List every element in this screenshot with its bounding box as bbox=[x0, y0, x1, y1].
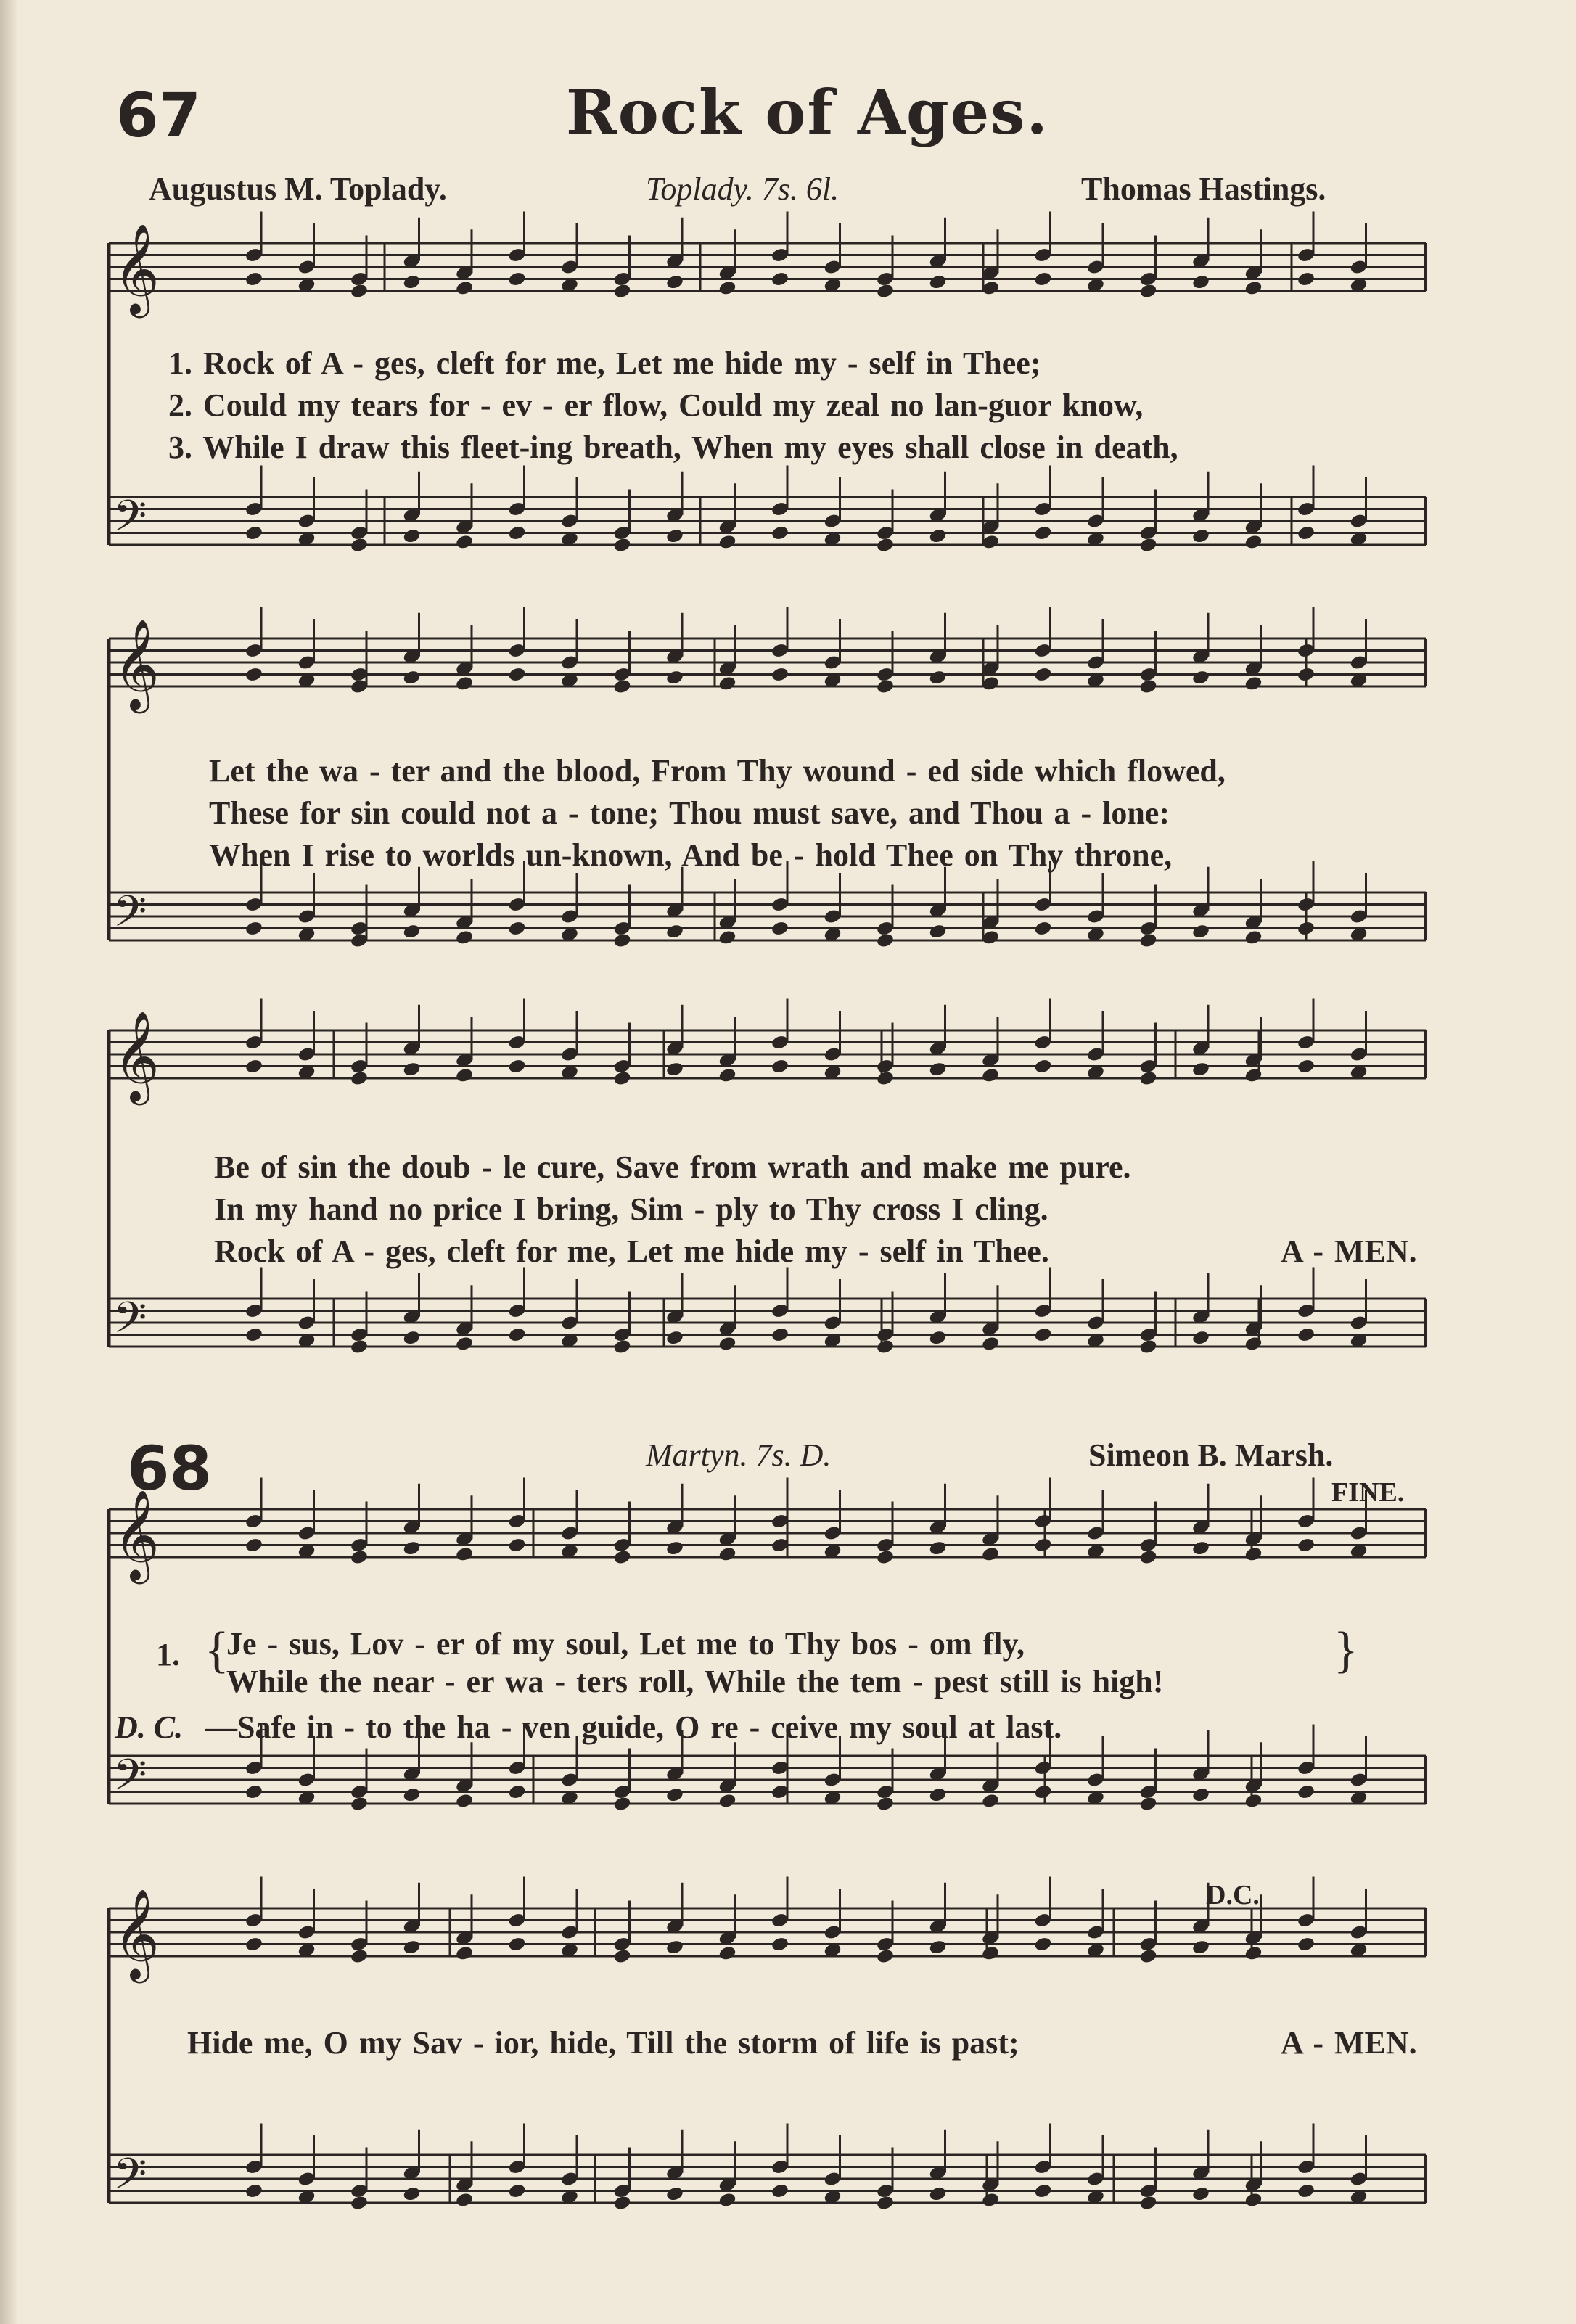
h67-s1-treble-treble-clef: 𝄞 bbox=[113, 223, 160, 314]
h68-s1-treble-note bbox=[928, 1540, 947, 1556]
h67-s2-treble-note bbox=[402, 669, 421, 686]
verse-number: 1. bbox=[156, 1637, 180, 1672]
h67-s2-bass-bass-clef: 𝄢 bbox=[113, 886, 147, 947]
h67-s1-bass-note bbox=[665, 527, 684, 544]
h68-s2-bass-note bbox=[507, 2183, 526, 2199]
h67-s2-treble-note bbox=[1191, 669, 1210, 686]
amen-label: A - MEN. bbox=[1281, 1233, 1417, 1269]
hymn68-composer: Simeon B. Marsh. bbox=[1088, 1437, 1334, 1473]
h67-s3-bass-note bbox=[665, 1329, 684, 1346]
h67-s2-bass-note bbox=[612, 932, 631, 949]
lyric-line: Let the wa - ter and the blood, From Thy wound - ed side which flowed, bbox=[209, 753, 1226, 789]
h67-s2-treble-note bbox=[928, 669, 947, 686]
h68-s1-treble-treble-clef: 𝄞 bbox=[113, 1490, 160, 1580]
lyric-line: Hide me, O my Sav - ior, hide, Till the storm of life is past; bbox=[187, 2025, 1019, 2061]
h67-s1-bass-note bbox=[1297, 525, 1316, 541]
h67-s2-treble-note bbox=[612, 678, 631, 695]
lyric-line: While the near - er wa - ters roll, While the tem - pest still is high! bbox=[226, 1664, 1164, 1699]
h68-s2-bass-note bbox=[1033, 2183, 1052, 2199]
h68-s2-bass-note bbox=[350, 2195, 369, 2212]
h67-s2-treble-note bbox=[1297, 666, 1316, 683]
h67-s3-bass-note bbox=[876, 1339, 895, 1355]
h68-s1-treble-note bbox=[1138, 1549, 1157, 1566]
h67-s1-treble-note bbox=[928, 274, 947, 290]
h67-s3-treble-note bbox=[612, 1070, 631, 1087]
h67-s1-bass-note bbox=[350, 537, 369, 554]
h68-s2-bass-note bbox=[1191, 2185, 1210, 2202]
h68-s2-treble-note bbox=[1033, 1936, 1052, 1953]
h67-s3-treble-treble-clef: 𝄞 bbox=[113, 1011, 160, 1101]
hymn67-author: Augustus M. Toplady. bbox=[149, 171, 447, 207]
h68-s1-bass-bass-clef: 𝄢 bbox=[113, 1749, 147, 1810]
h67-s1-treble-note bbox=[402, 274, 421, 290]
h67-s3-treble-note bbox=[350, 1070, 369, 1087]
hymn68-tune: Martyn. 7s. D. bbox=[646, 1437, 832, 1473]
h67-s2-bass-note bbox=[665, 923, 684, 940]
h67-s3-bass-note bbox=[245, 1326, 263, 1343]
h68-s2-treble-note bbox=[718, 1945, 736, 1962]
h67-s2-bass-note bbox=[402, 923, 421, 940]
h67-s3-bass-note bbox=[455, 1336, 474, 1352]
lyric-line: Rock of A - ges, cleft for me, Let me hide my - self in Thee. bbox=[214, 1233, 1049, 1269]
h67-s3-bass-bass-clef: 𝄢 bbox=[113, 1292, 147, 1353]
h68-s1-bass-note bbox=[928, 1786, 947, 1803]
dc-prefix: D. C. bbox=[115, 1709, 184, 1745]
h67-s3-treble-note bbox=[718, 1067, 736, 1084]
h67-s1-bass-note bbox=[1033, 525, 1052, 541]
dc-mark: D.C. bbox=[1206, 1880, 1260, 1910]
h68-s2-bass-bass-clef: 𝄢 bbox=[113, 2148, 147, 2209]
lyric-line: Be of sin the doub - le cure, Save from wrath and make me pure. bbox=[214, 1149, 1131, 1185]
h67-s1-treble-note bbox=[612, 283, 631, 300]
h67-s2-treble-note bbox=[771, 666, 789, 683]
h67-s1-treble-note bbox=[1244, 280, 1263, 297]
h68-s1-bass-note bbox=[665, 1786, 684, 1803]
h68-s2-bass-note bbox=[402, 2185, 421, 2202]
h68-s2-treble-note bbox=[876, 1948, 895, 1965]
h67-s3-treble-note bbox=[1244, 1067, 1263, 1084]
h67-s1-bass-note bbox=[876, 537, 895, 554]
h67-s1-treble-note bbox=[876, 283, 895, 300]
h67-s3-bass-note bbox=[350, 1339, 369, 1355]
h68-s1-treble-note bbox=[718, 1546, 736, 1563]
h67-s2-bass-note bbox=[1244, 929, 1263, 946]
left-brace: { bbox=[205, 1622, 229, 1678]
h68-s2-treble-note bbox=[350, 1948, 369, 1965]
h67-s3-bass-note bbox=[1244, 1336, 1263, 1352]
h68-s1-bass-note bbox=[1191, 1786, 1210, 1803]
h68-s2-treble-note bbox=[1138, 1948, 1157, 1965]
h67-s1-bass-note bbox=[928, 527, 947, 544]
h68-s2-treble-note bbox=[1297, 1936, 1316, 1953]
lyric-line: These for sin could not a - tone; Thou must save, and Thou a - lone: bbox=[209, 795, 1170, 831]
h68-s1-bass-note bbox=[981, 1793, 1000, 1810]
hymn-number-68: 68 bbox=[127, 1433, 212, 1504]
h67-s2-bass-note bbox=[718, 929, 736, 946]
h67-s3-bass-note bbox=[402, 1329, 421, 1346]
h67-s2-treble-treble-clef: 𝄞 bbox=[113, 619, 160, 710]
h68-s1-bass-note bbox=[876, 1796, 895, 1812]
h67-s3-bass-note bbox=[718, 1336, 736, 1352]
dc-lyric-line: —Safe in - to the ha - ven guide, O re - ceive my soul at last. bbox=[205, 1709, 1062, 1745]
h68-s2-treble-note bbox=[455, 1945, 474, 1962]
h68-s1-bass-note bbox=[402, 1786, 421, 1803]
h67-s3-treble-note bbox=[771, 1058, 789, 1075]
h67-s2-bass-note bbox=[245, 920, 263, 937]
h68-s2-bass-note bbox=[665, 2185, 684, 2202]
h68-s1-bass-note bbox=[455, 1793, 474, 1810]
h68-s1-bass-note bbox=[1033, 1783, 1052, 1800]
h67-s3-treble-note bbox=[1138, 1070, 1157, 1087]
h68-s1-treble-note bbox=[1191, 1540, 1210, 1556]
h67-s2-bass-note bbox=[771, 920, 789, 937]
h68-s2-bass-note bbox=[771, 2183, 789, 2199]
h67-s2-treble-note bbox=[245, 666, 263, 683]
h68-s1-treble-note bbox=[245, 1537, 263, 1553]
hymn67-composer: Thomas Hastings. bbox=[1081, 171, 1326, 207]
h67-s1-bass-bass-clef: 𝄢 bbox=[113, 490, 147, 551]
lyric-line: 3. While I draw this fleet-ing breath, When my eyes shall close in death, bbox=[168, 430, 1178, 465]
h67-s1-treble-note bbox=[718, 280, 736, 297]
h68-s2-treble-note bbox=[1191, 1939, 1210, 1955]
h68-s2-treble-note bbox=[771, 1936, 789, 1953]
h67-s2-treble-note bbox=[665, 669, 684, 686]
h68-s2-bass-note bbox=[1244, 2192, 1263, 2209]
h68-s2-bass-note bbox=[928, 2185, 947, 2202]
h67-s3-treble-note bbox=[455, 1067, 474, 1084]
h68-s1-treble-note bbox=[402, 1540, 421, 1556]
h67-s3-bass-note bbox=[1138, 1339, 1157, 1355]
h67-s1-treble-note bbox=[1297, 271, 1316, 287]
h67-s2-bass-note bbox=[1191, 923, 1210, 940]
h67-s2-treble-note bbox=[718, 676, 736, 692]
h67-s3-treble-note bbox=[402, 1061, 421, 1077]
h68-s1-bass-note bbox=[350, 1796, 369, 1812]
h68-s1-bass-note bbox=[1244, 1793, 1263, 1810]
h68-s2-treble-note bbox=[981, 1945, 1000, 1962]
h67-s2-treble-note bbox=[455, 676, 474, 692]
h67-s3-treble-note bbox=[665, 1061, 684, 1077]
h67-s1-treble-note bbox=[1138, 283, 1157, 300]
h68-s2-treble-note bbox=[928, 1939, 947, 1955]
h67-s2-bass-note bbox=[928, 923, 947, 940]
h67-s3-bass-note bbox=[928, 1329, 947, 1346]
lyric-line: When I rise to worlds un-known, And be - hold Thee on Thy throne, bbox=[209, 837, 1173, 873]
h67-s2-bass-note bbox=[507, 920, 526, 937]
h67-s3-bass-note bbox=[771, 1326, 789, 1343]
h68-s2-treble-note bbox=[612, 1948, 631, 1965]
h68-s1-treble-note bbox=[507, 1537, 526, 1553]
h68-s2-treble-note bbox=[245, 1936, 263, 1953]
hymn67-tune: Toplady. 7s. 6l. bbox=[646, 171, 840, 207]
h68-s2-treble-treble-clef: 𝄞 bbox=[113, 1889, 160, 1979]
h67-s2-treble-note bbox=[1033, 666, 1052, 683]
h67-s3-treble-note bbox=[1033, 1058, 1052, 1075]
h68-s2-treble-note bbox=[1244, 1945, 1263, 1962]
h68-s1-treble-note bbox=[1033, 1537, 1052, 1553]
h68-s1-bass-note bbox=[507, 1783, 526, 1800]
fine-mark: FINE. bbox=[1331, 1477, 1405, 1508]
h68-s2-bass-note bbox=[718, 2192, 736, 2209]
lyric-line: 2. Could my tears for - ev - er flow, Could my zeal no lan-guor know, bbox=[168, 387, 1144, 423]
h68-s1-bass-note bbox=[245, 1783, 263, 1800]
h67-s1-treble-note bbox=[1191, 274, 1210, 290]
h68-s2-bass-note bbox=[981, 2192, 1000, 2209]
h67-s3-bass-note bbox=[1297, 1326, 1316, 1343]
right-brace: } bbox=[1334, 1622, 1358, 1678]
h68-s1-treble-note bbox=[981, 1546, 1000, 1563]
hymn-title: Rock of Ages. bbox=[566, 76, 1049, 148]
h68-s1-treble-note bbox=[455, 1546, 474, 1563]
h67-s2-treble-note bbox=[1138, 678, 1157, 695]
amen-label: A - MEN. bbox=[1281, 2025, 1417, 2061]
h68-s1-treble-note bbox=[1244, 1546, 1263, 1563]
h68-s2-bass-note bbox=[455, 2192, 474, 2209]
h67-s2-treble-note bbox=[1244, 676, 1263, 692]
h67-s2-treble-note bbox=[876, 678, 895, 695]
h68-s1-treble-note bbox=[1297, 1537, 1316, 1553]
h67-s1-bass-note bbox=[1138, 537, 1157, 554]
h67-s3-bass-note bbox=[507, 1326, 526, 1343]
h68-s2-treble-note bbox=[402, 1939, 421, 1955]
h67-s1-bass-note bbox=[245, 525, 263, 541]
h67-s3-treble-note bbox=[245, 1058, 263, 1075]
h67-s3-bass-note bbox=[981, 1336, 1000, 1352]
h67-s1-treble-note bbox=[455, 280, 474, 297]
h67-s1-bass-note bbox=[1191, 527, 1210, 544]
h67-s1-treble-note bbox=[1033, 271, 1052, 287]
lyric-line: 1. Rock of A - ges, cleft for me, Let me hide my - self in Thee; bbox=[168, 345, 1041, 381]
h67-s1-treble-note bbox=[507, 271, 526, 287]
h67-s3-treble-note bbox=[928, 1061, 947, 1077]
h67-s3-treble-note bbox=[1297, 1058, 1316, 1075]
h67-s3-bass-note bbox=[612, 1339, 631, 1355]
h68-s2-bass-note bbox=[612, 2195, 631, 2212]
h67-s2-bass-note bbox=[1297, 920, 1316, 937]
h67-s3-treble-note bbox=[876, 1070, 895, 1087]
h68-s2-treble-note bbox=[507, 1936, 526, 1953]
h67-s3-treble-note bbox=[981, 1067, 1000, 1084]
h67-s2-treble-note bbox=[507, 666, 526, 683]
lyric-line: In my hand no price I bring, Sim - ply to Thy cross I cling. bbox=[214, 1191, 1048, 1227]
h67-s2-bass-note bbox=[1033, 920, 1052, 937]
lyric-line: Je - sus, Lov - er of my soul, Let me to Thy bos - om fly, bbox=[226, 1626, 1025, 1662]
h67-s3-treble-note bbox=[1191, 1061, 1210, 1077]
h67-s1-treble-note bbox=[771, 271, 789, 287]
h67-s1-treble-note bbox=[665, 274, 684, 290]
h68-s1-bass-note bbox=[1297, 1783, 1316, 1800]
h68-s2-bass-note bbox=[1297, 2183, 1316, 2199]
h67-s3-bass-note bbox=[1033, 1326, 1052, 1343]
h67-s1-bass-note bbox=[455, 534, 474, 551]
h68-s2-bass-note bbox=[245, 2183, 263, 2199]
h68-s2-treble-note bbox=[665, 1939, 684, 1955]
h68-s1-bass-note bbox=[1138, 1796, 1157, 1812]
h68-s1-bass-note bbox=[718, 1793, 736, 1810]
h67-s1-bass-note bbox=[718, 534, 736, 551]
h68-s1-treble-note bbox=[876, 1549, 895, 1566]
h67-s2-bass-note bbox=[455, 929, 474, 946]
h67-s1-treble-note bbox=[350, 283, 369, 300]
hymn-number-67: 67 bbox=[116, 80, 201, 151]
h68-s2-bass-note bbox=[876, 2195, 895, 2212]
h67-s1-bass-note bbox=[507, 525, 526, 541]
h67-s3-bass-note bbox=[1191, 1329, 1210, 1346]
h67-s2-bass-note bbox=[876, 932, 895, 949]
h68-s1-bass-note bbox=[612, 1796, 631, 1812]
h67-s2-bass-note bbox=[1138, 932, 1157, 949]
h68-s1-treble-note bbox=[665, 1540, 684, 1556]
h68-s1-treble-note bbox=[350, 1549, 369, 1566]
h68-s2-bass-note bbox=[1138, 2195, 1157, 2212]
h67-s1-bass-note bbox=[771, 525, 789, 541]
h67-s1-bass-note bbox=[1244, 534, 1263, 551]
h68-s1-treble-note bbox=[612, 1549, 631, 1566]
h67-s1-bass-note bbox=[612, 537, 631, 554]
h67-s1-treble-note bbox=[245, 271, 263, 287]
h67-s3-treble-note bbox=[507, 1058, 526, 1075]
h67-s1-bass-note bbox=[402, 527, 421, 544]
